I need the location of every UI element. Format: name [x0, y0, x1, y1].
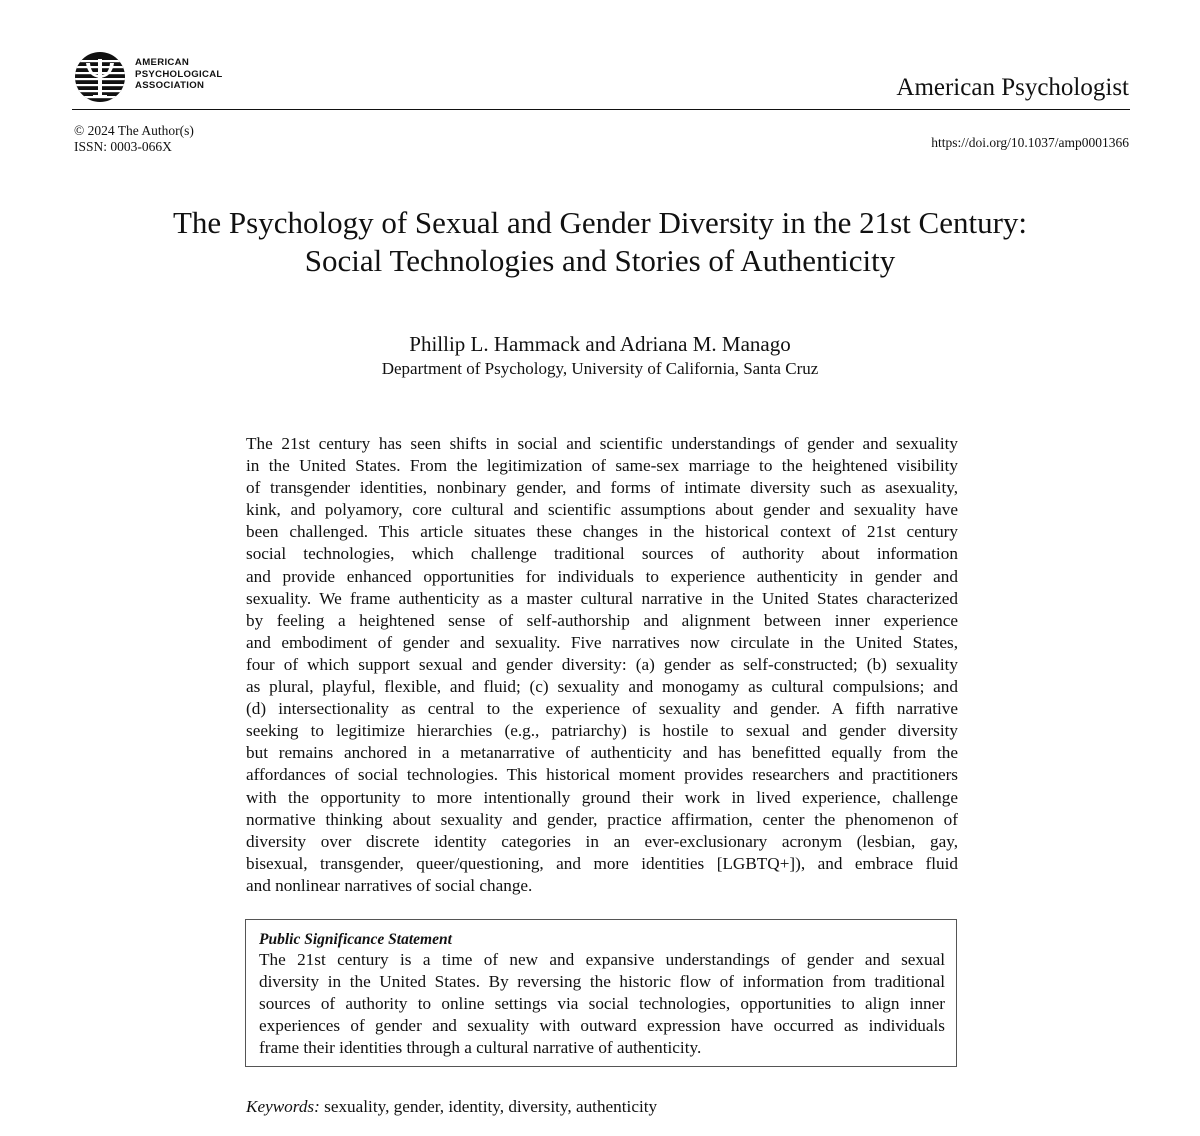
- title-line-2: Social Technologies and Stories of Authenticity: [304, 243, 896, 278]
- abstract-line: been challenged. This article situates these changes in the historical context of 21st century: [246, 522, 958, 542]
- abstract-line: as plural, playful, flexible, and fluid; (c) sexuality and monogamy as cultural compulsions; and: [246, 677, 958, 697]
- abstract-line: four of which support sexual and gender diversity: (a) gender as self-constructed; (b) sexuality: [246, 654, 958, 674]
- public-significance-box: [245, 919, 957, 1067]
- abstract-line: social technologies, which challenge traditional sources of authority about information: [246, 544, 958, 564]
- keywords-label: Keywords:: [246, 1097, 320, 1116]
- logo-line-1: AMERICAN: [135, 57, 190, 68]
- apa-logo: [74, 51, 334, 103]
- journal-name: American Psychologist: [896, 74, 1129, 101]
- header-divider: [72, 109, 1130, 110]
- article-title: [80, 204, 1120, 280]
- abstract-line: normative thinking about sexuality and gender, practice affirmation, center the phenomenon of: [246, 809, 958, 829]
- keywords-list: sexuality, gender, identity, diversity, authenticity: [324, 1097, 658, 1116]
- logo-line-3: ASSOCIATION: [135, 80, 205, 91]
- abstract-line: bisexual, transgender, queer/questioning, and more identities [LGBTQ+]), and embrace fluid: [246, 853, 958, 873]
- abstract-line: The 21st century has seen shifts in social and scientific understandings of gender and sexuality: [246, 434, 958, 453]
- public-significance-line: sources of authority to online settings via social technologies, opportunities to align inner: [259, 994, 945, 1014]
- issn: ISSN: 0003-066X: [74, 139, 172, 154]
- publication-meta: [74, 123, 194, 155]
- abstract-line: seeking to legitimize hierarchies (e.g., patriarchy) is hostile to sexual and gender diversity: [246, 721, 958, 741]
- public-significance-content: [259, 930, 945, 1059]
- title-line-1: The Psychology of Sexual and Gender Diversity in the 21st Century:: [172, 205, 1028, 240]
- public-significance-line: diversity in the United States. By reversing the historic flow of information from traditional: [259, 972, 945, 992]
- public-significance-heading: Public Significance Statement: [259, 931, 452, 948]
- abstract-line: kink, and polyamory, core cultural and scientific assumptions about gender and sexuality have: [246, 500, 958, 520]
- copyright-notice: © 2024 The Author(s): [74, 123, 194, 138]
- abstract-line: but remains anchored in a metanarrative of authenticity and has benefitted equally from the: [246, 743, 958, 763]
- abstract-line: and nonlinear narratives of social change.: [246, 875, 533, 895]
- doi-link[interactable]: https://doi.org/10.1037/amp0001366: [931, 135, 1129, 150]
- apa-psi-logo-icon: [74, 51, 126, 103]
- abstract-line: with the opportunity to more intentionally ground their work in lived experience, challenge: [246, 787, 958, 807]
- logo-line-2: PSYCHOLOGICAL: [135, 68, 223, 80]
- apa-wordmark: [135, 57, 223, 92]
- affiliation: Department of Psychology, University of California, Santa Cruz: [381, 359, 819, 378]
- abstract: [246, 433, 958, 897]
- abstract-line: and provide enhanced opportunities for individuals to experience authenticity in gender and: [246, 566, 958, 586]
- abstract-line: by feeling a heightened sense of self-authorship and alignment between inner experience: [246, 610, 958, 630]
- abstract-line: of transgender identities, nonbinary gender, and forms of intimate diversity such as asexuality,: [246, 478, 958, 498]
- public-significance-line: The 21st century is a time of new and expansive understandings of gender and sexual: [259, 950, 945, 969]
- public-significance-line: experiences of gender and sexuality with outward expression have occurred as individuals: [259, 1016, 945, 1036]
- abstract-line: diversity over discrete identity categories in an ever-exclusionary acronym (lesbian, gay,: [246, 831, 958, 851]
- abstract-line: (d) intersectionality as central to the experience of sexuality and gender. A fifth narrative: [246, 699, 958, 719]
- authors: Phillip L. Hammack and Adriana M. Manago: [409, 332, 791, 356]
- abstract-line: affordances of social technologies. This historical moment provides researchers and practitioners: [246, 765, 958, 785]
- abstract-line: in the United States. From the legitimization of same-sex marriage to the heightened visibility: [246, 456, 958, 476]
- public-significance-line: frame their identities through a cultural narrative of authenticity.: [259, 1038, 702, 1058]
- abstract-line: sexuality. We frame authenticity as a master cultural narrative in the United States characterized: [246, 588, 958, 608]
- keywords: [246, 1096, 657, 1118]
- abstract-line: and embodiment of gender and sexuality. Five narratives now circulate in the United States,: [246, 632, 958, 652]
